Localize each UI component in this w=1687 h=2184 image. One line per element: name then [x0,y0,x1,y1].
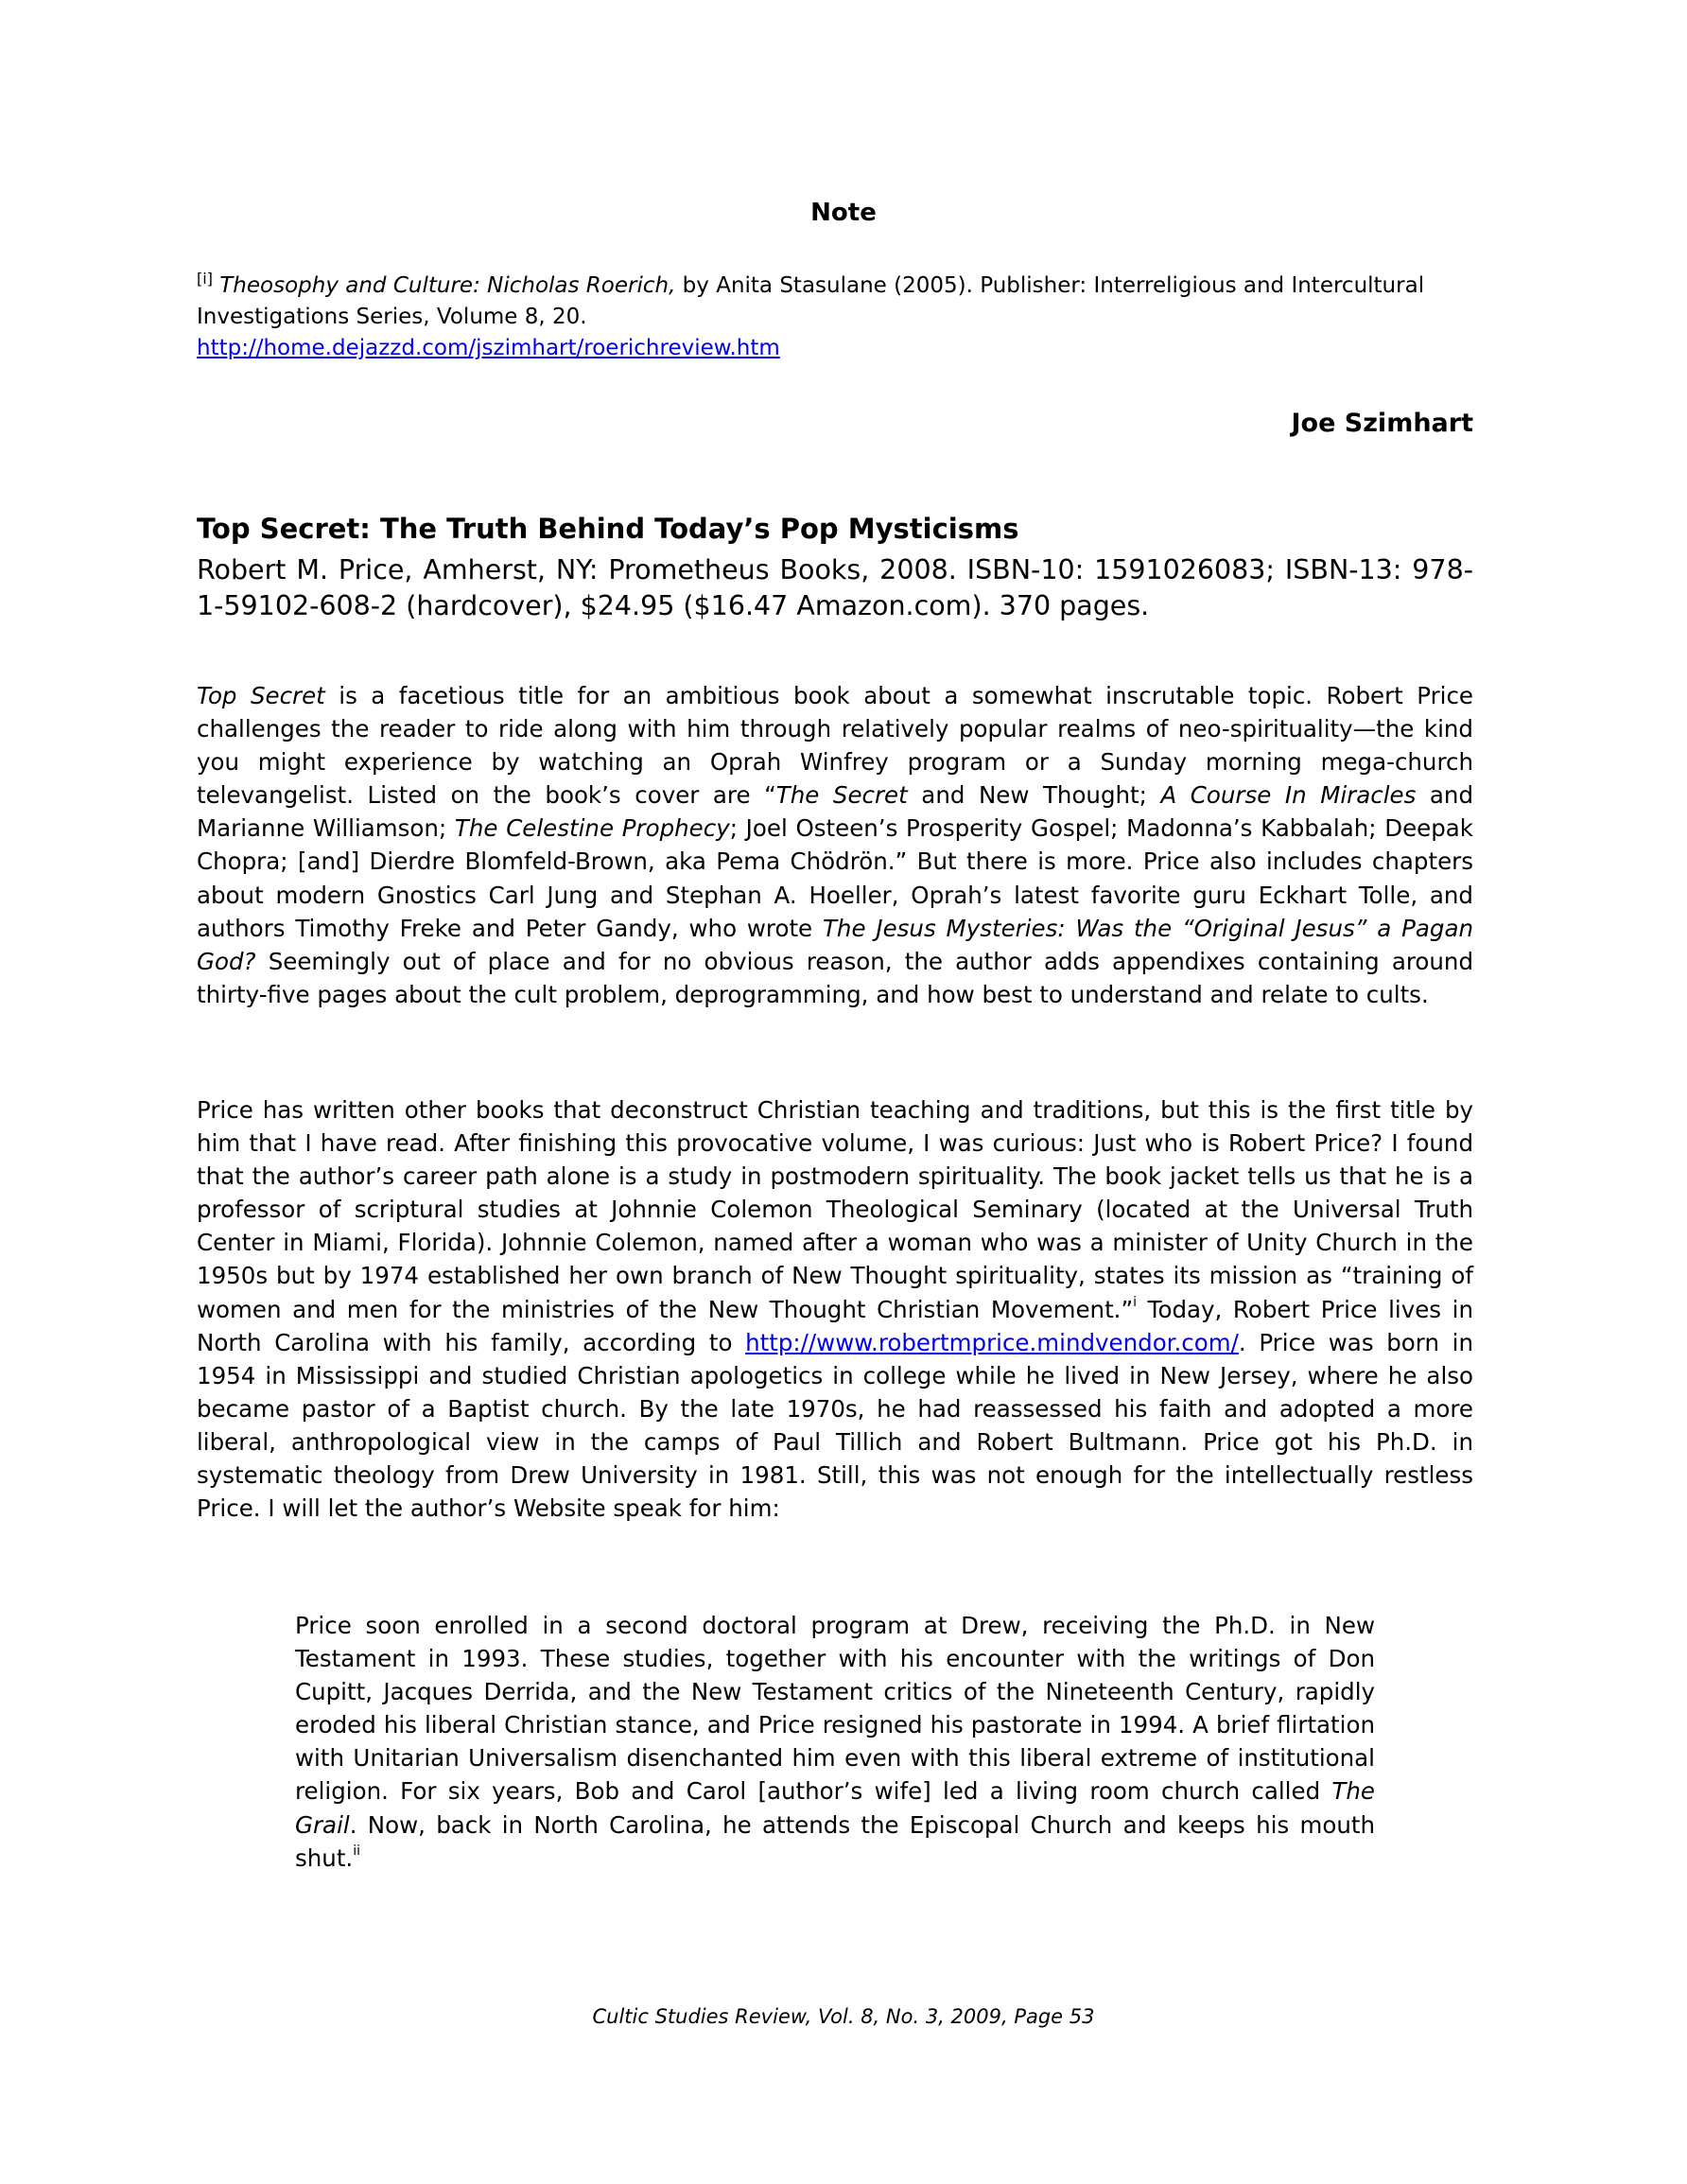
body-text: . Price was born in 1954 in Mississippi and studied Christian apologetics in college while he lived in New Jersey, where he also became pastor of a Baptist church. By the late 1970s, he had reassessed his faith and adopted a more liberal, anthropological view in the camps of Paul Tillich and Robert Bultmann. Price got his Ph.D. in systematic theology from Drew University in 1981. Still, this was not enough for the intellectually restless Price. I will let the author’s Website speak for him: [197,1328,1473,1523]
footnote-marker[interactable]: i [1133,1294,1138,1310]
body-text: and New Thought; [907,781,1161,810]
body-text: Seemingly out of place and for no obvious reason, the author adds appendixes containing around thirty-five pages about the cult problem, deprogramming, and how best to understand and relate to cults. [197,947,1473,1008]
citation-text: by Anita Stasulane (2005). Publisher: Interreligious and Intercultural Investigations Series, Volume 8, 20. [197,273,1425,329]
review-paragraph-1 [197,679,1473,1011]
author-website-link[interactable]: http://www.robertmprice.mindvendor.com/ [745,1328,1239,1356]
citation-link[interactable]: http://home.dejazzd.com/jszimhart/roerichreview.htm [197,336,780,360]
book-info: Robert M. Price, Amherst, NY: Prometheus Books, 2008. ISBN-10: 1591026083; ISBN-13: 978-1-59102-608-2 (hardcover), $24.95 ($16.47 Amazon.com). 370 pages. [197,554,1473,621]
body-text: ; Joel Osteen’s Prosperity Gospel; Madonna’s Kabbalah; Deepak Chopra; [and] Dierdre Blomfeld-Brown, aka Pema Chödrön.” But there is more. Price also includes chapters about modern Gnostics Carl Jung and Stephan A. Hoeller, Oprah’s latest favorite guru Eckhart Tolle, and authors Timothy Freke and Peter Gandy, who wrote [197,814,1473,942]
italic-text: Top Secret [197,682,325,709]
body-text: Today, Robert Price lives in North Carolina with his family, according to [197,1295,1474,1356]
review-title: Top Secret: The Truth Behind Today’s Pop Mysticisms [197,513,1019,545]
page-footer: Cultic Studies Review, Vol. 8, No. 3, 2009, Page 53 [592,2005,1095,2028]
review-paragraph-2 [197,1093,1473,1525]
italic-text: The Celestine Prophecy [454,814,730,843]
body-text: Price has written other books that deconstruct Christian teaching and traditions, but this is the first title by him that I have read. After finishing this provocative volume, I was curious: Just who is Robert Price? I found that the author’s career path alone is a study in postmodern spirituality. The book jacket tells us that he is a professor of scriptural studies at Johnnie Colemon Theological Seminary (located at the Universal Truth Center in Miami, Florida). Johnnie Colemon, named after a woman who was a minister of Unity Church in the 1950s but by 1974 established her own branch of New Thought spirituality, states its mission as “training of women and men for the ministries of the New Thought Christian Movement.” [197,1096,1473,1323]
note-heading: Note [810,199,877,227]
footnote-marker[interactable]: ii [353,1843,360,1859]
website-quote [295,1609,1375,1875]
footnote-marker: [i] [197,270,213,288]
body-text: is a facetious title for an ambitious book about a somewhat inscrutable topic. Robert Price challenges the reader to ride along with him through relatively popular realms of neo-spirituality—the kind you might experience by watching an Oprah Winfrey program or a Sunday morning mega-church televangelist. Listed on the book’s cover are “ [197,682,1473,810]
italic-text: The Grail [295,1777,1375,1839]
body-text: and Marianne Williamson; [197,781,1473,843]
note-citation [197,271,1473,364]
cited-book-title: Theosophy and Culture: Nicholas Roerich, [219,273,676,298]
previous-review-author: Joe Szimhart [1291,409,1473,438]
italic-text: The Jesus Mysteries: Was the “Original Jesus” a Pagan God? [197,914,1473,975]
italic-text: A Course In Miracles [1160,781,1417,810]
quote-text: . Now, back in North Carolina, he attends the Episcopal Church and keeps his mouth shut. [295,1810,1375,1872]
italic-text: The Secret [775,781,908,810]
quote-text: Price soon enrolled in a second doctoral program at Drew, receiving the Ph.D. in New Testament in 1993. These studies, together with his encounter with the writings of Don Cupitt, Jacques Derrida, and the New Testament critics of the Nineteenth Century, rapidly eroded his liberal Christian stance, and Price resigned his pastorate in 1994. A brief flirtation with Unitarian Universalism disenchanted him even with this liberal extreme of institutional religion. For six years, Bob and Carol [author’s wife] led a living room church called [295,1612,1375,1806]
